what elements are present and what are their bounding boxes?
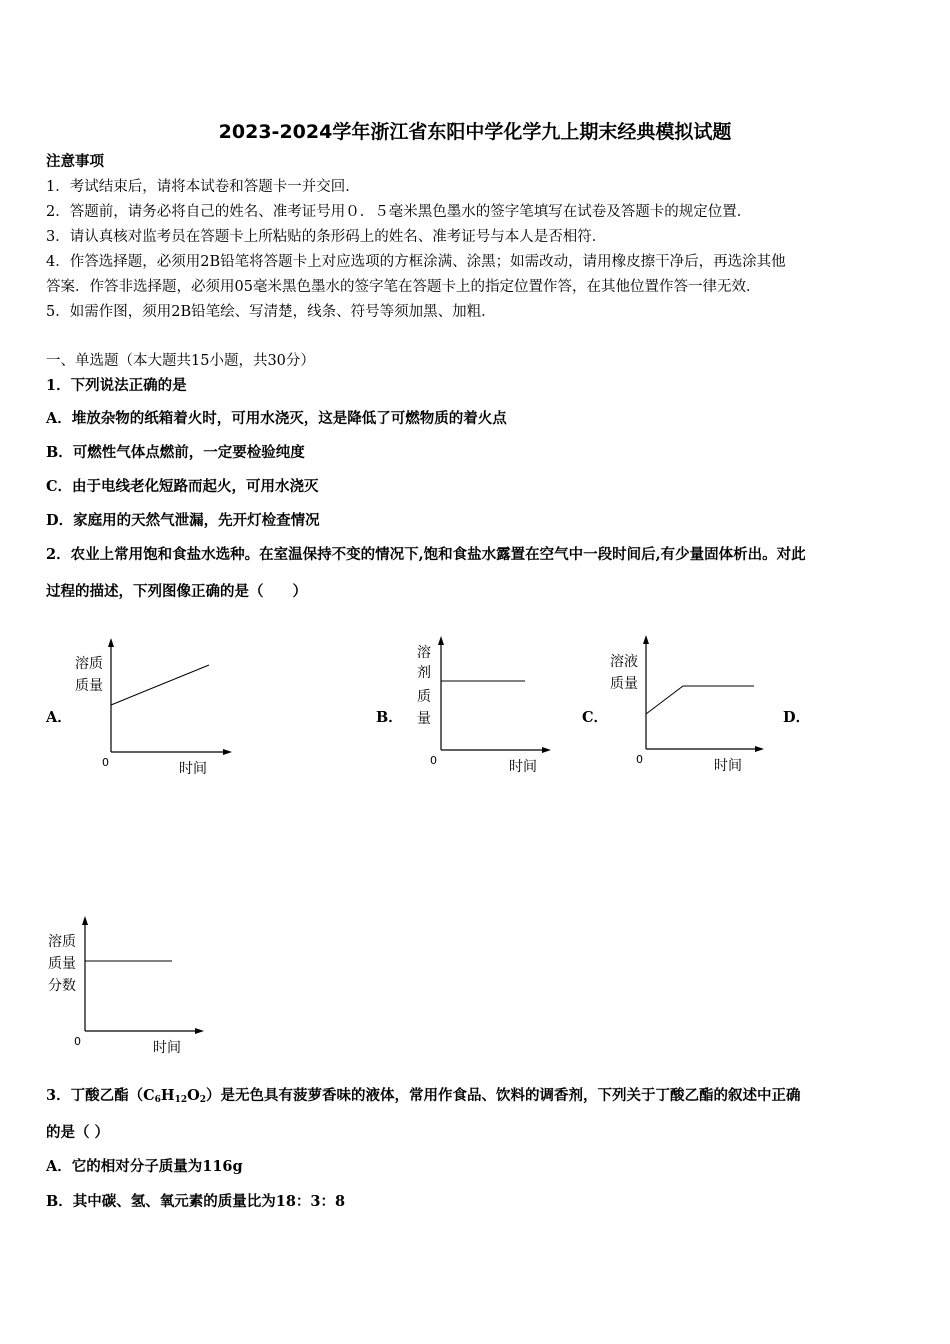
notice-item: 答案．作答非选择题，必须用05毫米黑色墨水的签字笔在答题卡上的指定位置作答，在其他位置作答一律无效． [46,279,761,295]
y-label: 溶质 [75,656,103,672]
graph-b [408,633,558,778]
y-label: 溶质 [48,934,76,950]
y-arrow-icon [82,916,88,925]
y-label: 量 [417,711,431,727]
y-label: 溶液 [610,654,638,670]
q1-option-b: B．可燃性气体点燃前，一定要检验纯度 [46,444,305,461]
origin-label: 0 [102,756,109,769]
q2-option-a: A． [46,709,72,726]
q3-option-b: B．其中碳、氢、氧元素的质量比为18：3：8 [46,1193,346,1210]
q2-stem-line2: 过程的描述，下列图像正确的是（ ） [46,583,307,600]
data-line [111,665,209,705]
q2-stem: 2．农业上常用饱和食盐水选种。在室温保持不变的情况下,饱和食盐水露置在空气中一段时间后,有少量固体析出。对此 [46,546,806,563]
page-title: 2023-2024学年浙江省东阳中学化学九上期末经典模拟试题 [218,121,732,143]
q3-stem-line2: 的是（ ） [46,1124,110,1141]
x-label: 时间 [509,759,537,775]
graph-a [70,635,240,780]
x-arrow-icon [542,747,551,753]
graph-c [606,632,771,777]
q1-option-c: C．由于电线老化短路而起火，可用水浇灭 [46,478,319,495]
notice-item: 4．作答选择题，必须用2B铅笔将答题卡上对应选项的方框涂满、涂黑；如需改动，请用橡皮擦干净后，再选涂其他 [46,254,786,270]
x-label: 时间 [714,758,742,774]
notice-item: 5．如需作图，须用2B铅笔绘、写清楚，线条、符号等须加黑、加粗． [46,304,496,320]
notice-item: 3．请认真核对监考员在答题卡上所粘贴的条形码上的姓名、准考证号与本人是否相符． [46,229,607,245]
y-label: 分数 [48,978,76,994]
origin-label: 0 [430,754,437,767]
x-arrow-icon [223,749,232,755]
y-arrow-icon [108,638,114,647]
y-arrow-icon [643,635,649,644]
y-label: 质量 [75,678,103,694]
notice-heading: 注意事项 [46,153,104,170]
q2-option-c: C． [582,709,609,726]
notice-item: 2．答题前，请务必将自己的姓名、准考证号用０．５毫米黑色墨水的签字笔填写在试卷及答题卡的规定位置． [46,204,752,220]
q3-option-a: A．它的相对分子质量为116g [46,1158,243,1175]
q1-stem: 1．下列说法正确的是 [46,377,187,394]
q1-option-a: A．堆放杂物的纸箱着火时，可用水浇灭，这是降低了可燃物质的着火点 [46,410,507,427]
x-arrow-icon [755,746,764,752]
origin-label: 0 [74,1035,81,1048]
x-label: 时间 [153,1040,181,1056]
section-heading: 一、单选题（本大题共15小题，共30分） [46,353,315,369]
y-label: 质 [417,689,431,705]
notice-item: 1．考试结束后，请将本试卷和答题卡一并交回． [46,179,360,195]
graph-d [44,913,214,1058]
y-label: 剂 [417,665,431,681]
y-label: 质量 [610,676,638,692]
x-label: 时间 [179,761,207,777]
y-arrow-icon [438,636,444,645]
x-arrow-icon [195,1028,204,1034]
q1-option-d: D．家庭用的天然气泄漏，先开灯检查情况 [46,512,320,529]
q2-option-d: D． [783,709,811,726]
q2-option-b: B． [376,709,403,726]
y-label: 质量 [48,956,76,972]
y-label: 溶 [417,645,431,661]
q3-stem: 3．丁酸乙酯$(C_6H_{12}O_2)$是无色具有菠萝香味的液体，常用作食品、饮料的调香剂，下列关于丁酸乙酯的叙述中正确 [46,1087,801,1105]
origin-label: 0 [636,753,643,766]
data-line [646,686,754,714]
